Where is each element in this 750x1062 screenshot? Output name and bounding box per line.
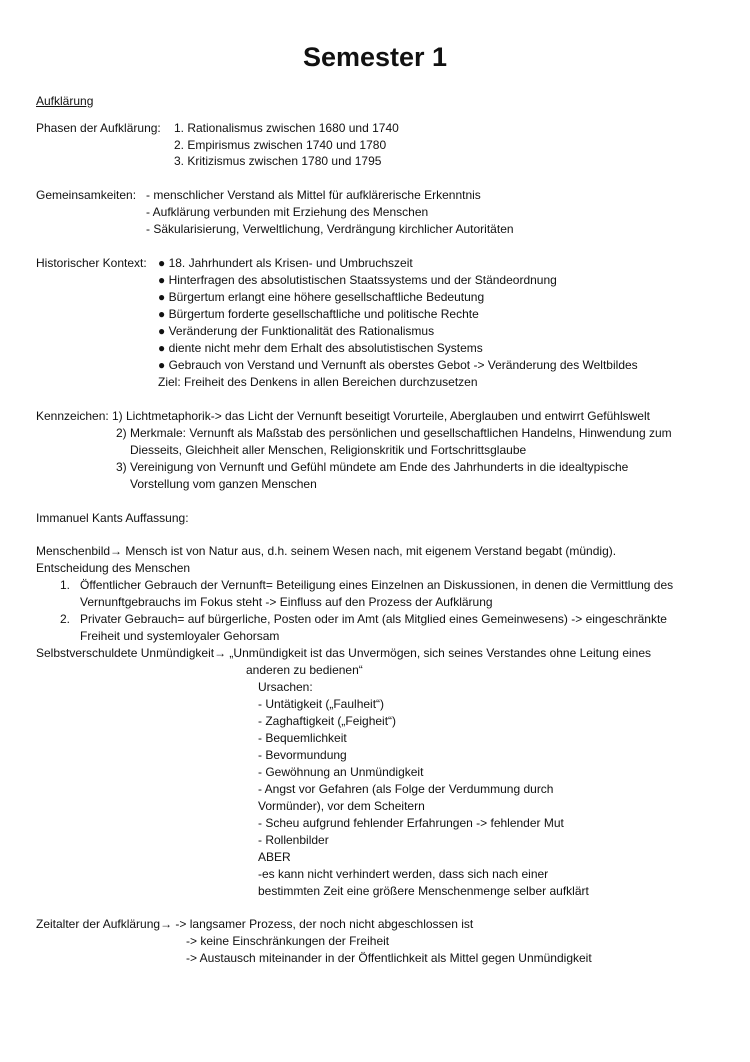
ursachen-label: Ursachen: [258,680,313,694]
ursache-item: - Zaghaftigkeit („Feigheit“) [258,714,397,728]
kennzeichen-item-cont: Vorstellung vom ganzen Menschen [130,477,317,491]
kontext-item: ● diente nicht mehr dem Erhalt des absolutistischen Systems [158,341,483,355]
kontext-item: ● 18. Jahrhundert als Krisen- und Umbruchszeit [158,256,413,270]
gemeinsamkeiten-item: - menschlicher Verstand als Mittel für aufklärerische Erkenntnis [146,188,481,202]
zeitalter-line: Zeitalter der Aufklärung→ -> langsamer Prozess, der noch nicht abgeschlossen ist [36,917,474,931]
privat-line: Privater Gebrauch= auf bürgerliche, Posten oder im Amt (als Mitglied eines Gemeinwesens) -> eingeschränkte [80,612,667,626]
kennzeichen-label: Kennzeichen: [36,409,109,423]
entscheidung-line: Entscheidung des Menschen [36,561,191,575]
gemeinsamkeiten-item: - Aufklärung verbunden mit Erziehung des Menschen [146,205,429,219]
kontext-item: ● Hinterfragen des absolutistischen Staatssystems und der Ständeordnung [158,273,557,287]
kontext-item: ● Gebrauch von Verstand und Vernunft als oberstes Gebot -> Veränderung des Weltbildes [158,358,638,372]
page-title: Semester 1 [302,42,448,72]
aber-label: ABER [258,850,291,864]
oeffentlich-line-cont: Vernunftgebrauchs im Fokus steht -> Einfluss auf den Prozess der Aufklärung [80,595,493,609]
kennzeichen-item-cont: Diesseits, Gleichheit aller Menschen, Religionskritik und Fortschrittsglaube [130,443,527,457]
phasen-item: 2. Empirismus zwischen 1740 und 1780 [174,138,387,152]
ursache-item: - Rollenbilder [258,833,329,847]
phasen-item: 1. Rationalismus zwischen 1680 und 1740 [174,121,399,135]
ursache-item: - Untätigkeit („Faulheit“) [258,697,385,711]
kontext-item: ● Veränderung der Funktionalität des Rationalismus [158,324,435,338]
gemeinsamkeiten-label: Gemeinsamkeiten: [36,188,137,202]
ursache-item-cont: Vormünder), vor dem Scheitern [258,799,425,813]
selbstverschuldet-line: Selbstverschuldete Unmündigkeit→ „Unmündigkeit ist das Unvermögen, sich seines Verstandes ohne Leitung eines [36,646,652,660]
zeitalter-line: -> keine Einschränkungen der Freiheit [186,934,390,948]
kontext-item: ● Bürgertum forderte gesellschaftliche und politische Rechte [158,307,479,321]
gemeinsamkeiten-item: - Säkularisierung, Verweltlichung, Verdrängung kirchlicher Autoritäten [146,222,514,236]
aber-line-cont: bestimmten Zeit eine größere Menschenmenge selber aufklärt [258,884,589,898]
oeffentlich-line: Öffentlicher Gebrauch der Vernunft= Beteiligung eines Einzelnen an Diskussionen, in denen die Vermittlung des [80,578,674,592]
ursache-item: - Scheu aufgrund fehlender Erfahrungen -> fehlender Mut [258,816,564,830]
kennzeichen-item: 1) Lichtmetaphorik-> das Licht der Vernunft beseitigt Vorurteile, Aberglauben und entwirrt Gefühlswelt [112,409,650,423]
list-number: 2. [60,612,71,626]
ursache-item: - Bequemlichkeit [258,731,347,745]
phasen-label: Phasen der Aufklärung: [36,121,161,135]
ursache-item: - Bevormundung [258,748,347,762]
menschenbild-line: Menschenbild→ Mensch ist von Natur aus, d.h. seinem Wesen nach, mit eigenem Verstand begabt (mündig). [36,544,617,558]
kontext-ziel: Ziel: Freiheit des Denkens in allen Bereichen durchzusetzen [158,375,478,389]
section-heading-aufklaerung: Aufklärung [36,94,94,108]
kant-heading: Immanuel Kants Auffassung: [36,511,189,525]
phasen-item: 3. Kritizismus zwischen 1780 und 1795 [174,154,382,168]
selbstverschuldet-line-cont: anderen zu bedienen“ [246,663,363,677]
aber-line: -es kann nicht verhindert werden, dass sich nach einer [258,867,549,881]
list-number: 1. [60,578,71,592]
privat-line-cont: Freiheit und systemloyaler Gehorsam [80,629,280,643]
kontext-item: ● Bürgertum erlangt eine höhere gesellschaftliche Bedeutung [158,290,485,304]
zeitalter-line: -> Austausch miteinander in der Öffentlichkeit als Mittel gegen Unmündigkeit [186,951,592,965]
kontext-label: Historischer Kontext: [36,256,147,270]
ursache-item: - Angst vor Gefahren (als Folge der Verdummung durch [258,782,554,796]
ursache-item: - Gewöhnung an Unmündigkeit [258,765,424,779]
kennzeichen-item: 3) Vereinigung von Vernunft und Gefühl mündete am Ende des Jahrhunderts in die idealtypische [116,460,629,474]
kennzeichen-item: 2) Merkmale: Vernunft als Maßstab des persönlichen und gesellschaftlichen Handelns, Hinwendung zum [116,426,672,440]
